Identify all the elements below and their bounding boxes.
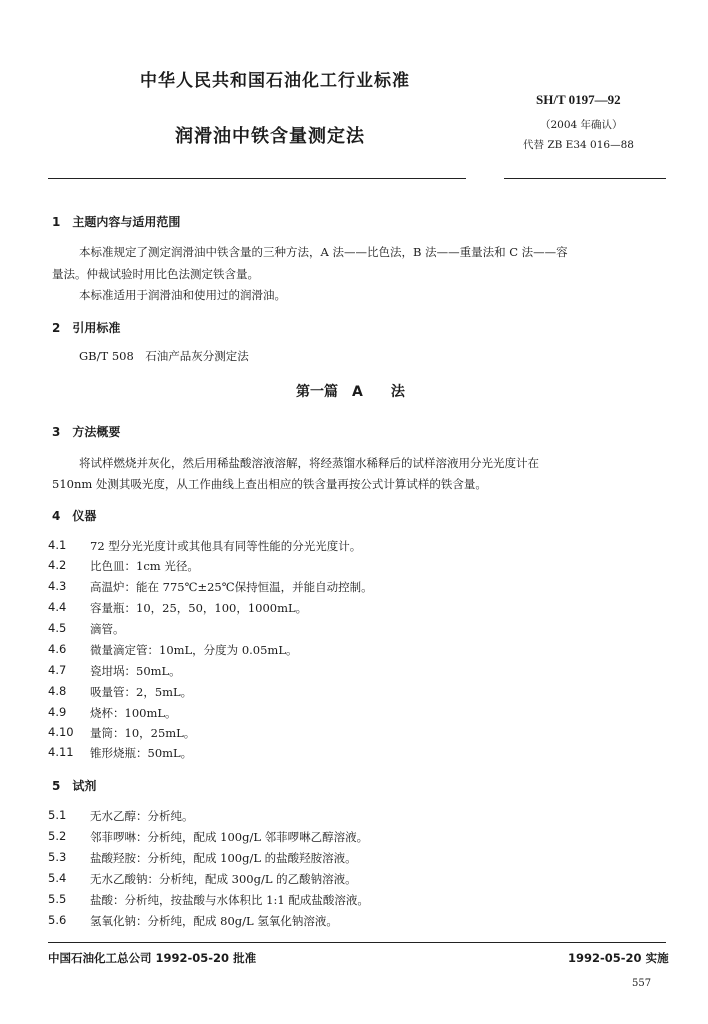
list-item xyxy=(48,913,668,931)
item-text: 量筒：10，25mL。 xyxy=(90,726,196,740)
item-text: 微量滴定管：10mL，分度为 0.05mL。 xyxy=(90,643,298,657)
item-number: 4.7 xyxy=(48,663,67,677)
section-heading: 4 仪器 xyxy=(52,509,97,523)
item-text: 72 型分光光度计或其他具有同等性能的分光光度计。 xyxy=(90,539,362,553)
list-item xyxy=(48,850,668,868)
list-item xyxy=(48,558,668,576)
item-text: 无水乙酸钠：分析纯，配成 300g/L 的乙酸钠溶液。 xyxy=(90,872,357,886)
paragraph: 量法。仲裁试验时用比色法测定铁含量。 xyxy=(52,267,259,281)
list-item xyxy=(48,725,668,743)
org-title: 中华人民共和国石油化工行业标准 xyxy=(140,71,410,91)
paragraph: 将试样燃烧并灰化，然后用稀盐酸溶液溶解，将经蒸馏水稀释后的试样溶液用分光光度计在 xyxy=(79,456,539,470)
paragraph: 本标准适用于润滑油和使用过的润滑油。 xyxy=(79,288,286,302)
section-heading: 2 引用标准 xyxy=(52,321,121,335)
header-rule-left xyxy=(48,178,466,179)
item-number: 4.5 xyxy=(48,621,67,635)
item-number: 5.3 xyxy=(48,850,67,864)
item-text: 高温炉：能在 775℃±25℃保持恒温，并能自动控制。 xyxy=(90,580,373,594)
paragraph: 510nm 处测其吸光度，从工作曲线上查出相应的铁含量再按公式计算试样的铁含量。 xyxy=(52,477,487,491)
list-item xyxy=(48,892,668,910)
section-heading: 5 试剂 xyxy=(52,779,97,793)
item-text: 氢氧化钠：分析纯，配成 80g/L 氢氧化钠溶液。 xyxy=(90,914,338,928)
item-number: 4.6 xyxy=(48,642,67,656)
item-number: 4.2 xyxy=(48,558,67,572)
item-text: 容量瓶：10，25，50，100，1000mL。 xyxy=(90,601,308,615)
page-number: 557 xyxy=(632,978,652,989)
replaces-note: 代替 ZB E34 016—88 xyxy=(523,139,634,151)
header-rule-right xyxy=(504,178,666,179)
item-text: 无水乙醇：分析纯。 xyxy=(90,809,194,823)
section-heading: 1 主题内容与适用范围 xyxy=(52,215,181,229)
item-text: 吸量管：2，5mL。 xyxy=(90,685,193,699)
list-item xyxy=(48,684,668,702)
section-heading: 3 方法概要 xyxy=(52,425,121,439)
list-item xyxy=(48,808,668,826)
confirm-note: （2004 年确认） xyxy=(540,119,623,131)
list-item xyxy=(48,642,668,660)
item-number: 5.4 xyxy=(48,871,67,885)
list-item xyxy=(48,538,668,556)
item-number: 5.1 xyxy=(48,808,67,822)
item-number: 4.8 xyxy=(48,684,67,698)
list-item xyxy=(48,600,668,618)
item-text: 盐酸羟胺：分析纯，配成 100g/L 的盐酸羟胺溶液。 xyxy=(90,851,357,865)
item-text: 瓷坩埚：50mL。 xyxy=(90,664,181,678)
item-number: 4.9 xyxy=(48,705,67,719)
part-title: 第一篇 A 法 xyxy=(296,384,405,400)
item-number: 4.4 xyxy=(48,600,67,614)
item-text: 滴管。 xyxy=(90,622,125,636)
item-text: 邻菲啰啉：分析纯，配成 100g/L 邻菲啰啉乙醇溶液。 xyxy=(90,830,369,844)
item-number: 5.2 xyxy=(48,829,67,843)
list-item xyxy=(48,621,668,639)
item-number: 4.1 xyxy=(48,538,67,552)
list-item xyxy=(48,871,668,889)
title: 润滑油中铁含量测定法 xyxy=(175,126,365,147)
list-item xyxy=(48,745,668,763)
list-item xyxy=(48,579,668,597)
footer-rule xyxy=(48,942,666,943)
implementation-date: 1992-05-20 实施 xyxy=(568,951,669,965)
item-text: 锥形烧瓶：50mL。 xyxy=(90,746,193,760)
list-item xyxy=(48,663,668,681)
item-text: 盐酸：分析纯，按盐酸与水体积比 1:1 配成盐酸溶液。 xyxy=(90,893,369,907)
standard-code: SH/T 0197—92 xyxy=(536,92,621,107)
item-number: 4.10 xyxy=(48,725,74,739)
approval-line: 中国石油化工总公司 1992-05-20 批准 xyxy=(48,951,257,965)
list-item xyxy=(48,829,668,847)
paragraph: 本标准规定了测定润滑油中铁含量的三种方法，A 法——比色法，B 法——重量法和 C 法——容 xyxy=(79,245,568,259)
reference-item: GB/T 508 石油产品灰分测定法 xyxy=(79,349,249,363)
item-number: 4.11 xyxy=(48,745,74,759)
item-text: 烧杯：100mL。 xyxy=(90,706,177,720)
item-text: 比色皿：1cm 光径。 xyxy=(90,559,199,573)
list-item xyxy=(48,705,668,723)
item-number: 4.3 xyxy=(48,579,67,593)
item-number: 5.6 xyxy=(48,913,67,927)
item-number: 5.5 xyxy=(48,892,67,906)
